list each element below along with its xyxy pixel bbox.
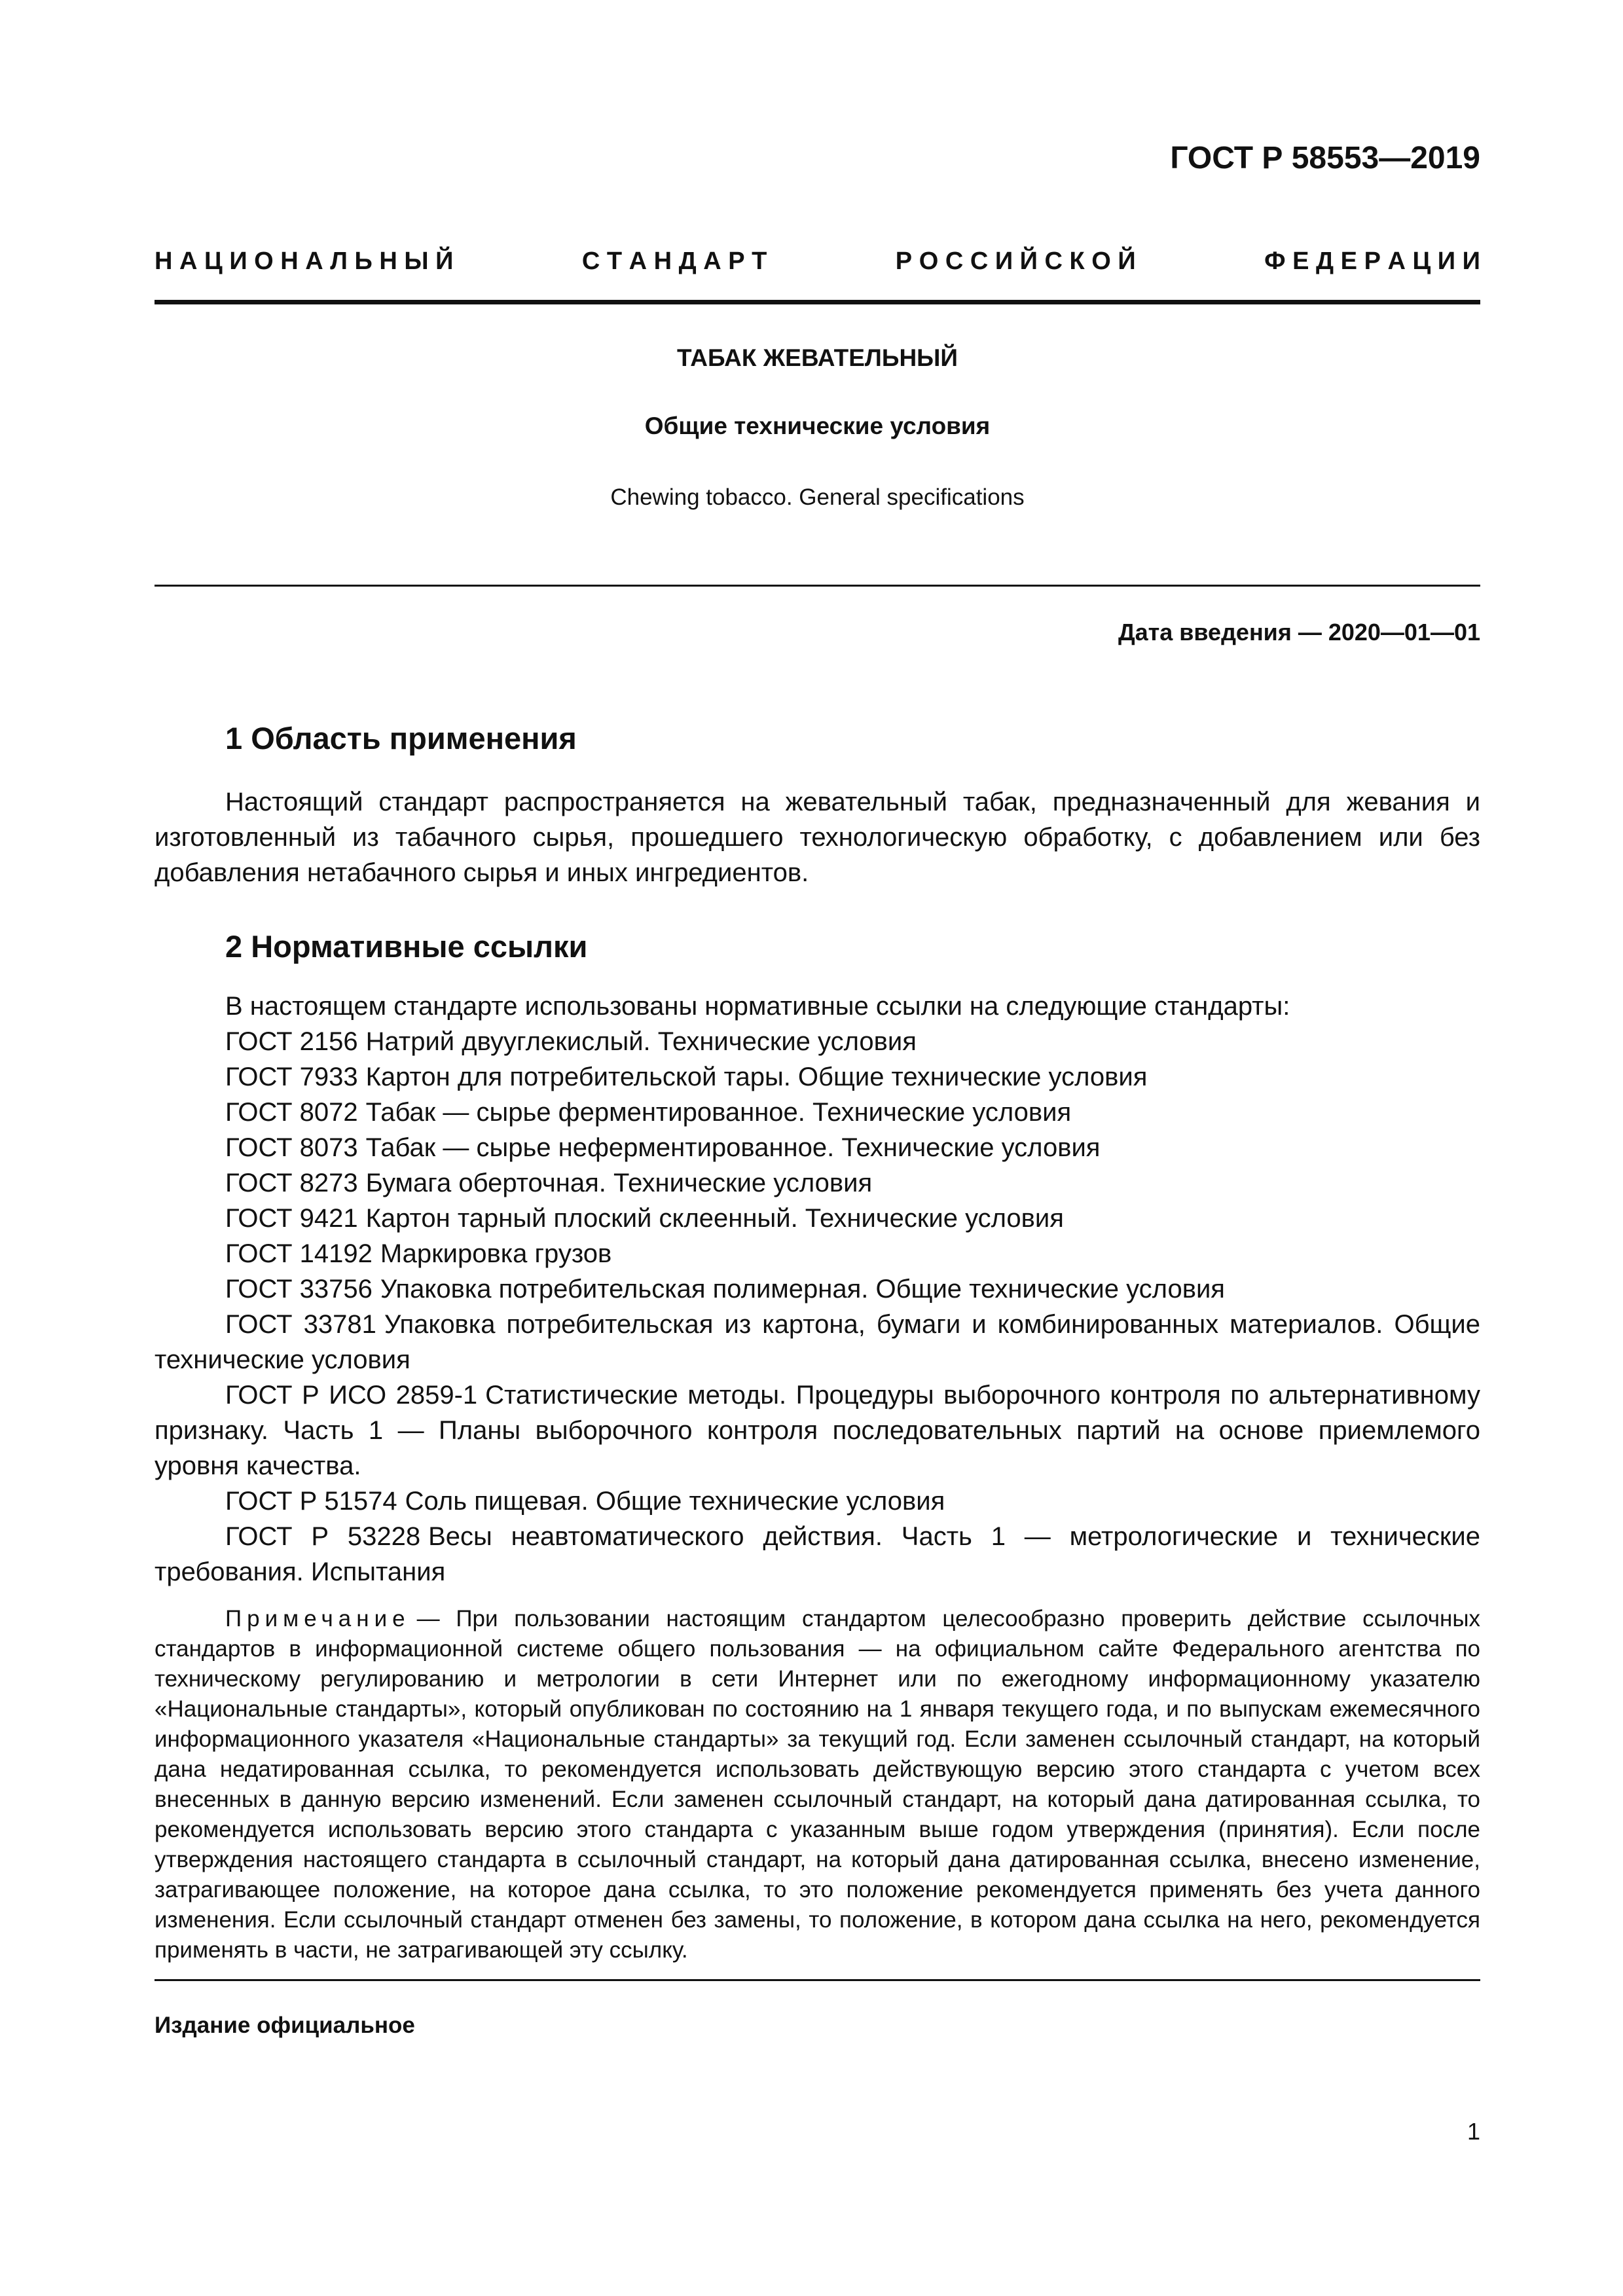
normative-references-list <box>155 989 1480 1590</box>
reference-item <box>155 1201 1480 1236</box>
banner-word: С Т А Н Д А Р Т <box>581 247 767 275</box>
reference-title: Бумага оберточная. Технические условия <box>365 1169 873 1197</box>
introduction-date: Дата введения — 2020—01—01 <box>1118 619 1480 646</box>
document-title-english: Chewing tobacco. General specifications <box>610 484 1025 510</box>
section-1-text: Настоящий стандарт распространяется на жевательный табак, предназначенный для жевания и изготовленный из табачного сырья, прошедшего технологическую обработку, с добавлением или без добавления нетабачного сырья и иных ингредиентов. <box>155 788 1480 887</box>
reference-code: ГОСТ Р 51574 <box>225 1487 397 1516</box>
reference-item <box>155 1307 1480 1377</box>
reference-code: ГОСТ 8073 <box>225 1133 358 1162</box>
reference-code: ГОСТ 33781 <box>225 1310 376 1339</box>
reference-item <box>155 1059 1480 1095</box>
banner-word: Н А Ц И О Н А Л Ь Н Ы Й <box>155 247 454 275</box>
banner-word: Р О С С И Й С К О Й <box>895 247 1136 275</box>
reference-title: Маркировка грузов <box>380 1239 612 1268</box>
section-1-heading: 1 Область применения <box>225 721 577 756</box>
reference-title: Табак — сырье ферментированное. Технические условия <box>365 1098 1072 1127</box>
reference-item <box>155 1484 1480 1519</box>
reference-item <box>155 1130 1480 1165</box>
reference-title: Весы неавтоматического действия. Часть 1 — метрологические и технические требования. Испытания <box>155 1522 1481 1586</box>
reference-title: Упаковка потребительская полимерная. Общие технические условия <box>380 1275 1225 1303</box>
reference-title: Упаковка потребительская из картона, бумаги и комбинированных материалов. Общие технические условия <box>155 1310 1480 1374</box>
title-rule <box>155 585 1480 587</box>
reference-title: Картон для потребительской тары. Общие технические условия <box>365 1063 1148 1091</box>
reference-item <box>155 1236 1480 1271</box>
document-id: ГОСТ Р 58553—2019 <box>1170 141 1480 175</box>
header-rule <box>155 300 1480 304</box>
reference-item <box>155 1095 1480 1130</box>
note-label: Примечание <box>225 1606 410 1631</box>
reference-item <box>155 1271 1480 1307</box>
reference-item <box>155 1165 1480 1201</box>
references-note <box>155 1604 1480 1965</box>
references-intro: В настоящем стандарте использованы нормативные ссылки на следующие стандарты: <box>225 992 1290 1021</box>
reference-item <box>155 1377 1480 1484</box>
reference-code: ГОСТ Р ИСО 2859-1 <box>225 1381 478 1410</box>
reference-code: ГОСТ 7933 <box>225 1063 358 1091</box>
reference-code: ГОСТ 2156 <box>225 1027 358 1056</box>
reference-title: Картон тарный плоский склеенный. Технические условия <box>365 1204 1064 1233</box>
reference-code: ГОСТ 8072 <box>225 1098 358 1127</box>
reference-title: Табак — сырье неферментированное. Технические условия <box>365 1133 1101 1162</box>
reference-title: Статистические методы. Процедуры выборочного контроля по альтернативному признаку. Часть 1 — Планы выборочного контроля последовательных партий на основе приемлемого уровня качества. <box>155 1381 1480 1480</box>
banner-word: Ф Е Д Е Р А Ц И И <box>1264 247 1480 275</box>
note-text: — При пользовании настоящим стандартом целесообразно проверить действие ссылочных стандартов в информационной системе общего пользования — на официальном сайте Федерального агентства по техническому регулированию и метрологии в сети Интернет или по ежегодному информационному указателю «Национальные стандарты», который опубликован по состоянию на 1 января текущего года, и по выпускам ежемесячного информационного указателя «Национальные стандарты» за текущий год. Если заменен ссылочный стандарт, на который дана недатированная ссылка, то рекомендуется использовать действующую версию этого стандарта с учетом всех внесенных в данную версию изменений. Если заменен ссылочный стандарт, на который дана датированная ссылка, то рекомендуется использовать версию этого стандарта с указанным выше годом утверждения (принятия). Если после утверждения настоящего стандарта в ссылочный стандарт, на который дана датированная ссылка, внесено изменение, затрагивающее положение, на которое дана ссылка, то это положение рекомендуется применять без учета данного изменения. Если ссылочный стандарт отменен без замены, то положение, в котором дана ссылка на него, рекомендуется применять в части, не затрагивающей эту ссылку. <box>155 1606 1480 1963</box>
document-title: ТАБАК ЖЕВАТЕЛЬНЫЙ <box>676 344 958 371</box>
reference-code: ГОСТ 8273 <box>225 1169 358 1197</box>
national-standard-banner <box>155 249 1480 274</box>
reference-title: Натрий двууглекислый. Технические условия <box>365 1027 917 1056</box>
reference-title: Соль пищевая. Общие технические условия <box>405 1487 945 1516</box>
reference-code: ГОСТ 14192 <box>225 1239 373 1268</box>
reference-item <box>155 1024 1480 1059</box>
page-number: 1 <box>1467 2118 1480 2145</box>
reference-item <box>155 1519 1480 1590</box>
official-edition-label: Издание официальное <box>155 2013 415 2038</box>
section-2-heading: 2 Нормативные ссылки <box>225 929 588 964</box>
footer-rule <box>155 1979 1480 1981</box>
reference-code: ГОСТ Р 53228 <box>225 1522 421 1551</box>
reference-code: ГОСТ 9421 <box>225 1204 358 1233</box>
reference-code: ГОСТ 33756 <box>225 1275 373 1303</box>
document-subtitle: Общие технические условия <box>644 412 991 439</box>
